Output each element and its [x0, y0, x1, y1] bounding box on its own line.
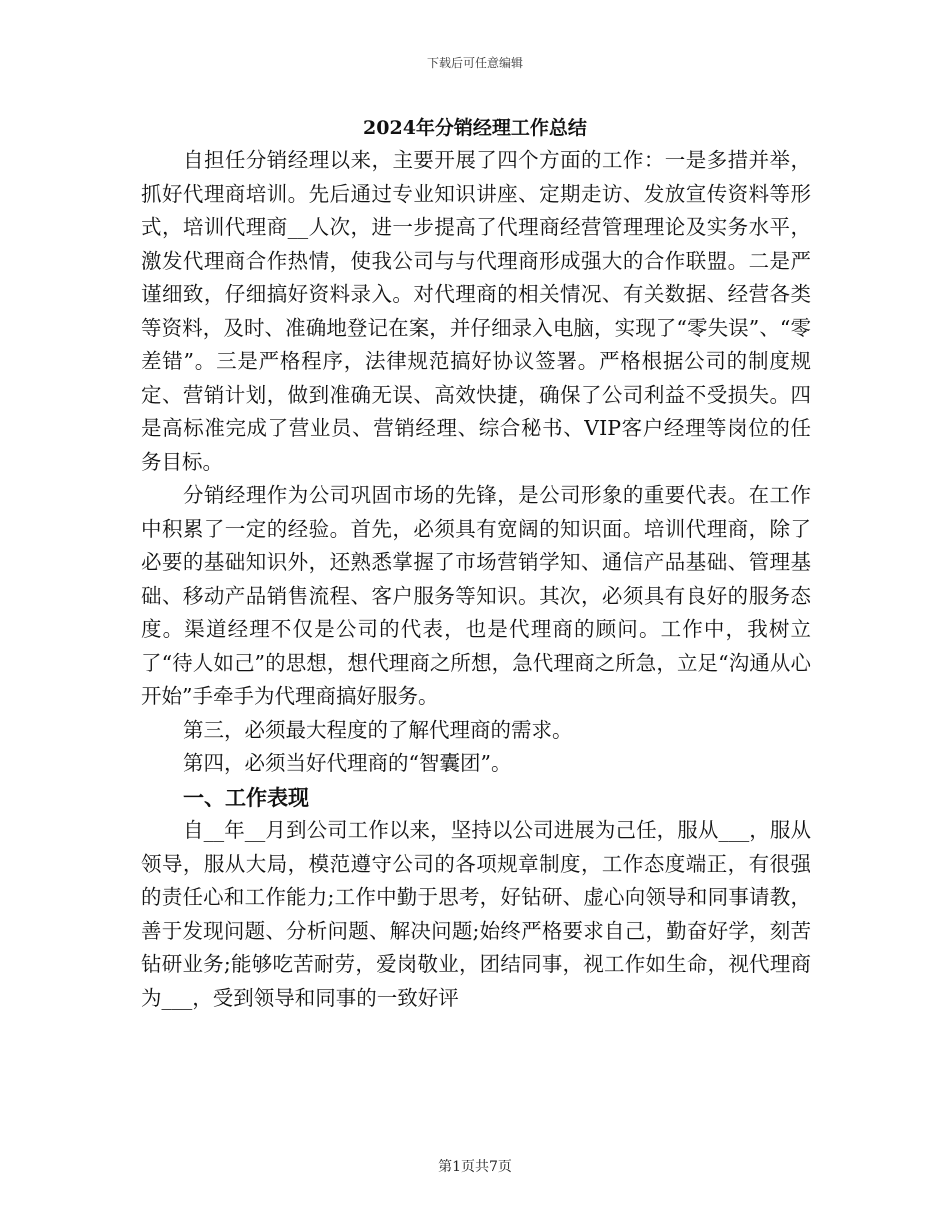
body-paragraph-2: 分销经理作为公司巩固市场的先锋，是公司形象的重要代表。在工作中积累了一定的经验。首先，必须具有宽阔的知识面。培训代理商，除了必要的基础知识外，还熟悉掌握了市场营销学知、通信产品基础、管理基础、移动产品销售流程、客户服务等知识。其次，必须具有良好的服务态度。渠道经理不仅是公司的代表，也是代理商的顾问。工作中，我树立了“待人如己”的思想，想代理商之所想，急代理商之所急，立足“沟通从心开始”手牵手为代理商搞好服务。: [141, 483, 811, 708]
body-paragraph-3: 第三，必须最大程度的了解代理商的需求。: [183, 717, 573, 742]
body-paragraph-4: 第四，必须当好代理商的“智囊团”。: [183, 751, 512, 775]
section-paragraph: 自__年__月到公司工作以来，坚持以公司进展为己任，服从___，服从领导，服从大局，模范遵守公司的各项规章制度，工作态度端正，有很强的责任心和工作能力;工作中勤于思考，好钻研、虚心向领导和同事请教，善于发现问题、分析问题、解决问题;始终严格要求自己，勤奋好学，刻苦钻研业务;能够吃苦耐劳，爱岗敬业，团结同事，视工作如生命，视代理商为___，受到领导和同事的一致好评: [141, 818, 811, 1010]
section-heading: 一、工作表现: [183, 784, 309, 810]
document-title: 2024年分销经理工作总结: [363, 117, 587, 139]
document-body: [141, 144, 811, 1015]
page-footer: 第1页共7页: [438, 1159, 512, 1175]
body-paragraph-1: 自担任分销经理以来，主要开展了四个方面的工作：一是多措并举，抓好代理商培训。先后通过专业知识讲座、定期走访、发放宣传资料等形式，培训代理商__人次，进一步提高了代理商经营管理理论及实务水平，激发代理商合作热情，使我公司与与代理商形成强大的合作联盟。二是严谨细致，仔细搞好资料录入。对代理商的相关情况、有关数据、经营各类等资料，及时、准确地登记在案，并仔细录入电脑，实现了“零失误”、“零差错”。三是严格程序，法律规范搞好协议签署。严格根据公司的制度规定、营销计划，做到准确无误、高效快捷，确保了公司利益不受损失。四是高标准完成了营业员、营销经理、综合秘书、VIP客户经理等岗位的任务目标。: [141, 148, 811, 474]
page-header: 下载后可任意编辑: [426, 56, 523, 70]
